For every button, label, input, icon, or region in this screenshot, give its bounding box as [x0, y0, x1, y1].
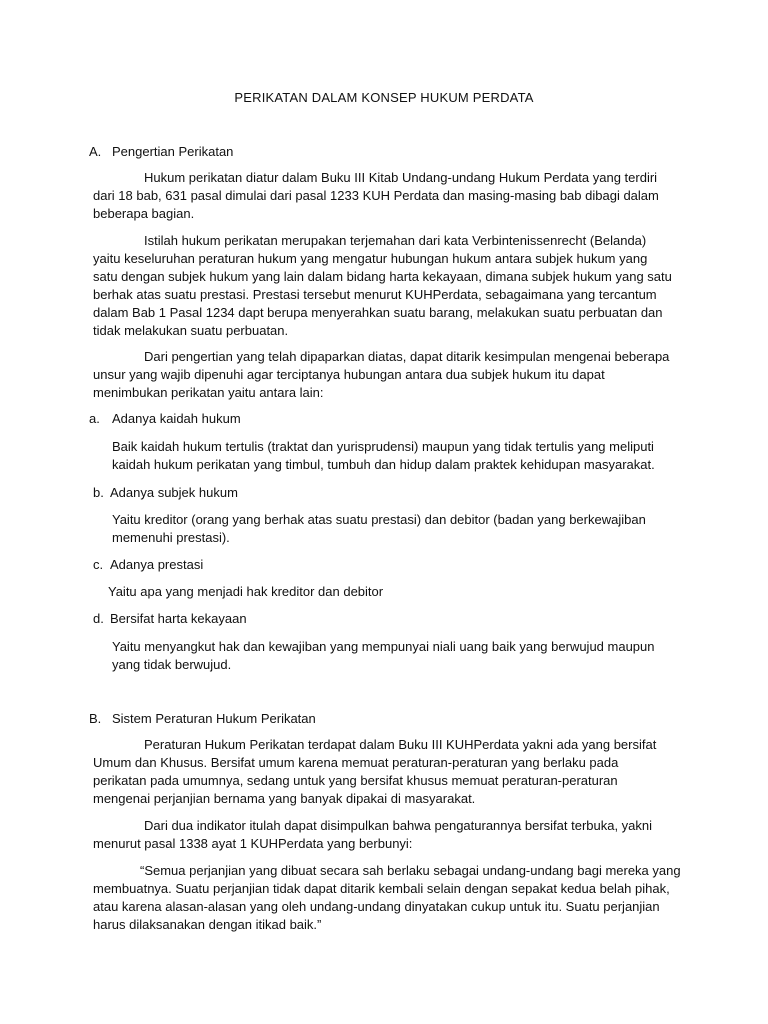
quote-line: harus dilaksanakan dengan itikad baik.” [93, 917, 322, 932]
list-item-a-marker: a. [89, 411, 100, 426]
section-b-heading: Sistem Peraturan Hukum Perikatan [112, 711, 316, 726]
paragraph-line: Peraturan Hukum Perikatan terdapat dalam Buku III KUHPerdata yakni ada yang bersifat [144, 737, 657, 752]
paragraph-line: Yaitu apa yang menjadi hak kreditor dan debitor [108, 584, 384, 599]
quote-line: atau karena alasan-alasan yang oleh undang-undang dinyatakan cukup untuk itu. Suatu perjanjian [93, 899, 660, 914]
list-item-c-heading: Adanya prestasi [110, 557, 204, 572]
paragraph-line: Istilah hukum perikatan merupakan terjemahan dari kata Verbintenissenrecht (Belanda) [144, 233, 647, 248]
list-item-d-heading: Bersifat harta kekayaan [110, 611, 247, 626]
list-item-c-marker: c. [93, 557, 104, 572]
section-a-paragraph-1 [93, 169, 659, 223]
section-a-heading: Pengertian Perikatan [112, 144, 234, 159]
list-item-c-body [108, 583, 383, 601]
quote-line: “Semua perjanjian yang dibuat secara sah berlaku sebagai undang-undang bagi mereka yang [140, 863, 681, 878]
paragraph-line: dalam Bab 1 Pasal 1234 dapt berupa menyerahkan suatu barang, melakukan suatu perbuatan dan [93, 305, 663, 320]
paragraph-line: menurut pasal 1338 ayat 1 KUHPerdata yang berbunyi: [93, 836, 413, 851]
section-b-quote [93, 862, 681, 934]
section-a-paragraph-2 [93, 232, 672, 340]
section-b-paragraph-1 [93, 736, 656, 808]
paragraph-line: yang tidak berwujud. [112, 657, 232, 672]
list-item-d-body [112, 638, 655, 674]
page-title: PERIKATAN DALAM KONSEP HUKUM PERDATA [234, 90, 534, 105]
list-item-b-heading: Adanya subjek hukum [110, 485, 238, 500]
paragraph-line: berhak atas suatu prestasi. Prestasi tersebut menurut KUHPerdata, sebagaimana yang tercantum [93, 287, 657, 302]
paragraph-line: perikatan pada umumnya, sedang untuk yang bersifat khusus memuat peraturan-peraturan [93, 773, 618, 788]
list-item-b-body [112, 511, 646, 547]
section-b-marker: B. [89, 711, 102, 726]
section-a-marker: A. [89, 144, 102, 159]
list-item-d-marker: d. [93, 611, 104, 626]
paragraph-line: memenuhi prestasi). [112, 530, 230, 545]
paragraph-line: Dari dua indikator itulah dapat disimpulkan bahwa pengaturannya bersifat terbuka, yakni [144, 818, 653, 833]
paragraph-line: mengenai perjanjian bernama yang banyak dipakai di masyarakat. [93, 791, 476, 806]
paragraph-line: beberapa bagian. [93, 206, 195, 221]
list-item-a-heading: Adanya kaidah hukum [112, 411, 241, 426]
quote-line: membuatnya. Suatu perjanjian tidak dapat ditarik kembali selain dengan sepakat kedua belah pihak, [93, 881, 670, 896]
paragraph-line: satu dengan subjek hukum yang lain dalam bidang harta kekayaan, dimana subjek hukum yang satu [93, 269, 672, 284]
paragraph-line: Umum dan Khusus. Bersifat umum karena memuat peraturan-peraturan yang berlaku pada [93, 755, 619, 770]
paragraph-line: tidak melakukan suatu perbuatan. [93, 323, 289, 338]
paragraph-line: menimbukan perikatan yaitu antara lain: [93, 385, 324, 400]
paragraph-line: Yaitu kreditor (orang yang berhak atas suatu prestasi) dan debitor (badan yang berkewajiban [112, 512, 646, 527]
paragraph-line: Dari pengertian yang telah dipaparkan diatas, dapat ditarik kesimpulan mengenai beberapa [144, 349, 670, 364]
paragraph-line: Yaitu menyangkut hak dan kewajiban yang mempunyai niali uang baik yang berwujud maupun [112, 639, 655, 654]
list-item-a-body [112, 438, 655, 474]
paragraph-line: kaidah hukum perikatan yang timbul, tumbuh dan hidup dalam praktek kehidupan masyarakat. [112, 457, 655, 472]
section-a-paragraph-3 [93, 348, 669, 402]
paragraph-line: Hukum perikatan diatur dalam Buku III Kitab Undang-undang Hukum Perdata yang terdiri [144, 170, 658, 185]
paragraph-line: unsur yang wajib dipenuhi agar terciptanya hubungan antara dua subjek hukum itu dapat [93, 367, 605, 382]
section-b-paragraph-2 [93, 817, 652, 853]
paragraph-line: yaitu keseluruhan peraturan hukum yang mengatur hubungan hukum antara subjek hukum yang [93, 251, 648, 266]
paragraph-line: Baik kaidah hukum tertulis (traktat dan yurisprudensi) maupun yang tidak tertulis yang meliputi [112, 439, 654, 454]
list-item-b-marker: b. [93, 485, 104, 500]
paragraph-line: dari 18 bab, 631 pasal dimulai dari pasal 1233 KUH Perdata dan masing-masing bab dibagi dalam [93, 188, 659, 203]
